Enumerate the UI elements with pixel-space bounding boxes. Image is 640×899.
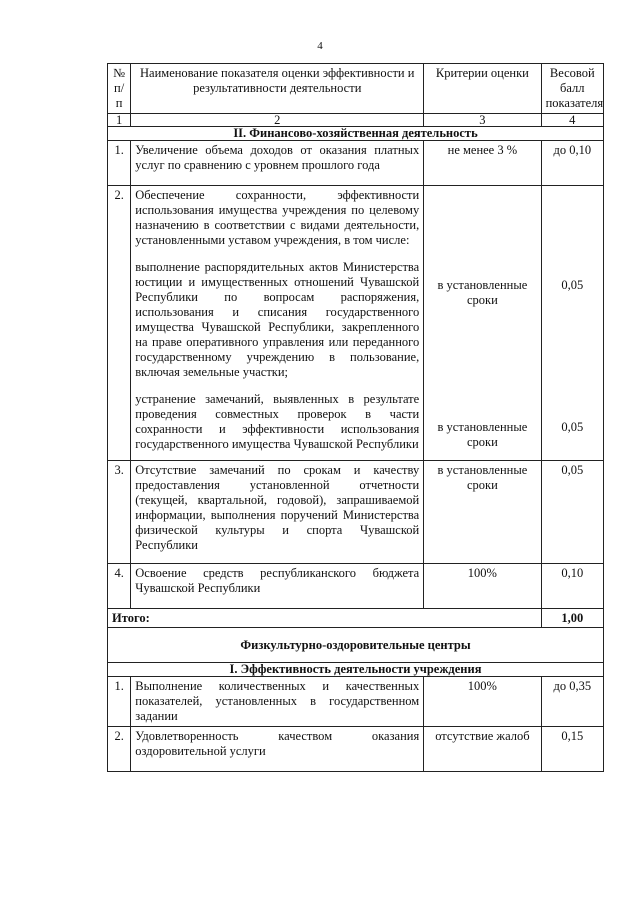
- row-weight: [541, 186, 603, 461]
- table-row: [108, 727, 604, 772]
- indicator-text: Обеспечение сохранности, эффективности использования имущества учреждения по целевому назначению в соответствии с видами деятельности, установленными уставом учреждения, в том числе:: [135, 188, 420, 247]
- row-indicator: Отсутствие замечаний по срокам и качеству предоставления установленной отчетности (текущей, квартальной, годовой), запрашиваемой информации, выполнения поручений Министерства физической культуры и спорта Чувашской Республики: [131, 461, 424, 564]
- header-weight: Весовой балл показателя: [541, 64, 603, 114]
- header-number: № п/п: [108, 64, 131, 114]
- category-title: Физкультурно-оздоровительные центры: [108, 628, 604, 663]
- row-criteria: 100%: [424, 677, 541, 727]
- row-criteria: [424, 186, 541, 461]
- row-indicator: [131, 186, 424, 461]
- sub-criteria: в установленные сроки: [437, 278, 528, 307]
- row-criteria: в установленные сроки: [424, 461, 541, 564]
- total-value: 1,00: [541, 609, 603, 628]
- table-row: [108, 141, 604, 186]
- sub-indicator-text: устранение замечаний, выявленных в результате проведения совместных проверок в части сохранности и эффективности использования государственного имущества Чувашской Республики: [135, 392, 420, 451]
- sub-weight: 0,05: [561, 278, 584, 292]
- table-row: [108, 461, 604, 564]
- section-row: [108, 663, 604, 677]
- row-number: 1.: [108, 677, 131, 727]
- row-weight: 0,05: [541, 461, 603, 564]
- row-weight: до 0,35: [541, 677, 603, 727]
- row-number: 1.: [108, 141, 131, 186]
- row-indicator: Выполнение количественных и качественных показателей, установленных в государственном задании: [131, 677, 424, 727]
- col-number: 2: [131, 114, 424, 127]
- row-weight: 0,10: [541, 564, 603, 609]
- total-label: Итого:: [108, 609, 542, 628]
- header-criteria: Критерии оценки: [424, 64, 541, 114]
- column-number-row: [108, 114, 604, 127]
- row-number: 2.: [108, 727, 131, 772]
- table-header-row: [108, 64, 604, 114]
- total-row: [108, 609, 604, 628]
- row-number: 3.: [108, 461, 131, 564]
- section-row: [108, 127, 604, 141]
- page-number: 4: [317, 40, 323, 52]
- col-number: 1: [108, 114, 131, 127]
- col-number: 4: [541, 114, 603, 127]
- section-title: II. Финансово-хозяйственная деятельность: [108, 127, 604, 141]
- row-number: 4.: [108, 564, 131, 609]
- row-indicator: Увеличение объема доходов от оказания платных услуг по сравнению с уровнем прошлого года: [131, 141, 424, 186]
- row-number: 2.: [108, 186, 131, 461]
- sub-indicator-text: выполнение распорядительных актов Министерства юстиции и имущественных отношений Чувашской Республики по вопросам распоряжения, использования и списания государственного имущества Чувашской Республики, закрепленного на праве оперативного управления или переданного государственному учреждению в пользование, включая земельные участки;: [135, 260, 420, 379]
- evaluation-table: [107, 63, 604, 772]
- sub-weight: 0,05: [561, 420, 584, 434]
- row-indicator: Удовлетворенность качеством оказания оздоровительной услуги: [131, 727, 424, 772]
- row-criteria: 100%: [424, 564, 541, 609]
- sub-criteria: в установленные сроки: [437, 420, 528, 449]
- row-criteria: отсутствие жалоб: [424, 727, 541, 772]
- row-criteria: не менее 3 %: [424, 141, 541, 186]
- row-indicator: Освоение средств республиканского бюджета Чувашской Республики: [131, 564, 424, 609]
- col-number: 3: [424, 114, 541, 127]
- header-indicator-name: Наименование показателя оценки эффективности и результативности деятельности: [131, 64, 424, 114]
- row-weight: до 0,10: [541, 141, 603, 186]
- table-row: [108, 677, 604, 727]
- table-row: [108, 186, 604, 461]
- table-row: [108, 564, 604, 609]
- category-row: [108, 628, 604, 663]
- row-weight: 0,15: [541, 727, 603, 772]
- section-title: I. Эффективность деятельности учреждения: [108, 663, 604, 677]
